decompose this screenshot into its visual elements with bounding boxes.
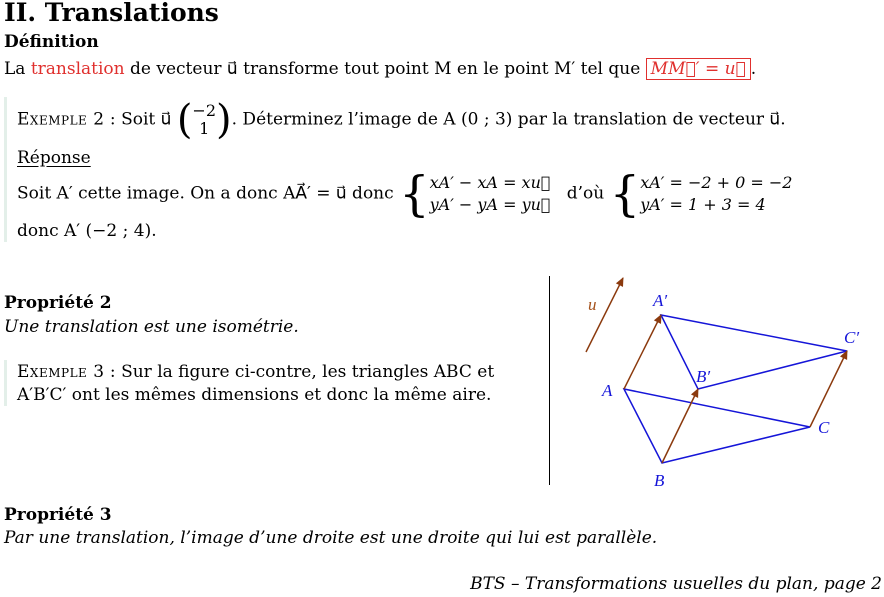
system2-brace: {: [609, 166, 641, 222]
vector-u-arrow: [586, 278, 623, 352]
property2-heading: Propriété 2: [4, 293, 112, 313]
translation-figure: [560, 268, 880, 498]
example2-question: . Déterminez l’image de A (0 ; 3) par la translation de vecteur u⃗.: [231, 109, 786, 130]
triangle-abc-prime: [661, 315, 847, 389]
label-a: A: [602, 381, 613, 400]
definition-text-end: .: [750, 59, 757, 79]
example3-line1-text: : Sur la figure ci-contre, les triangles ABC et: [104, 362, 495, 382]
label-u: u⃗: [588, 295, 610, 314]
property3-statement: Par une translation, l’image d’une droite est une droite qui lui est parallèle.: [4, 528, 658, 548]
example3-line1: [17, 362, 494, 382]
definition-boxed-formula: MM⃗′ = u⃗: [646, 58, 751, 80]
definition-heading: Définition: [4, 32, 99, 52]
page-footer: BTS – Transformations usuelles du plan, page 2: [470, 574, 882, 594]
label-a-prime: A′: [653, 291, 668, 310]
example2-conclusion: donc A′ (−2 ; 4).: [17, 221, 157, 241]
answer-heading: Réponse: [17, 148, 91, 168]
system1-line2: yA′ − yA = yu⃗: [429, 195, 551, 214]
system1-line1: xA′ − xA = xu⃗: [429, 173, 551, 192]
property3-heading: Propriété 3: [4, 505, 112, 525]
vector-u-y: 1: [199, 119, 210, 138]
answer-line: [17, 166, 793, 222]
definition-text-pre: La: [4, 59, 31, 79]
example2-bar: [4, 97, 7, 242]
vector-paren-right: ): [216, 97, 232, 143]
label-c: C: [818, 418, 830, 437]
definition-text: [4, 58, 756, 80]
system1: [430, 172, 551, 216]
vector-c-cprime: [810, 351, 847, 427]
system2-line2: yA′ = 1 + 3 = 4: [640, 195, 766, 214]
example3-line2: A′B′C′ ont les mêmes dimensions et donc la même aire.: [17, 385, 492, 405]
vector-u-coords: [192, 102, 216, 138]
column-separator: [549, 276, 550, 485]
example3-label: Exemple 3: [17, 362, 105, 382]
label-b: B: [654, 471, 665, 490]
label-c-prime: C′: [844, 328, 860, 347]
example2-question-line: [17, 97, 786, 143]
triangle-abc: [624, 389, 810, 463]
example2-label: Exemple 2: [17, 109, 105, 130]
label-b-prime: B′: [696, 367, 711, 386]
vector-paren-left: (: [176, 97, 193, 143]
translation-keyword: translation: [30, 59, 125, 79]
vector-a-aprime: [624, 315, 661, 389]
answer-pre: Soit A′ cette image. On a donc AA⃗′ = u⃗ donc: [17, 183, 394, 204]
system2-line1: xA′ = −2 + 0 = −2: [640, 173, 793, 192]
property2-statement: Une translation est une isométrie.: [4, 317, 299, 337]
vector-u-x: −2: [192, 101, 217, 120]
connector: d’où: [566, 183, 605, 204]
example3-bar: [4, 360, 7, 406]
system2: [640, 172, 792, 216]
system1-brace: {: [399, 166, 430, 222]
definition-text-mid: de vecteur u⃗ transforme tout point M en le point M′ tel que: [124, 59, 646, 79]
example2-intro: : Soit u⃗: [104, 109, 177, 130]
section-title: II. Translations: [4, 0, 219, 27]
